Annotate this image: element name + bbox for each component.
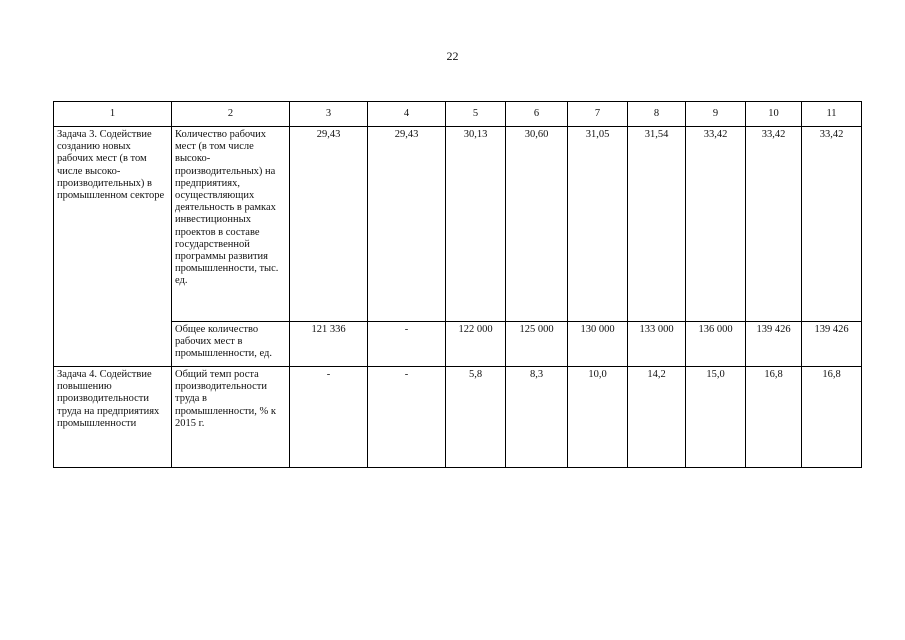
value-cell: 139 426 xyxy=(802,322,862,367)
indicator-cell: Количество рабочих мест (в том числе высоко-производительных) на предприятиях, осуществляющих деятельность в рамках инвестиционных проектов в составе государственной программы развития промышленности, тыс. ед. xyxy=(172,127,290,322)
task-cell: Задача 4. Содействие повышению производительности труда на предприятиях промышленности xyxy=(54,367,172,468)
column-header: 4 xyxy=(368,102,446,127)
column-header: 5 xyxy=(446,102,506,127)
column-header: 10 xyxy=(746,102,802,127)
value-cell: 31,05 xyxy=(568,127,628,322)
value-cell: - xyxy=(368,367,446,468)
column-header: 9 xyxy=(686,102,746,127)
value-cell: 130 000 xyxy=(568,322,628,367)
value-cell: 16,8 xyxy=(746,367,802,468)
column-header: 11 xyxy=(802,102,862,127)
column-header: 1 xyxy=(54,102,172,127)
value-cell: 8,3 xyxy=(506,367,568,468)
value-cell: 121 336 xyxy=(290,322,368,367)
table-row xyxy=(54,127,862,322)
task-cell: Задача 3. Содействие созданию новых рабочих мест (в том числе высоко-производительных) в промышленном секторе xyxy=(54,127,172,367)
indicator-cell: Общий темп роста производительности труда в промышленности, % к 2015 г. xyxy=(172,367,290,468)
value-cell: 29,43 xyxy=(368,127,446,322)
value-cell: 30,60 xyxy=(506,127,568,322)
column-header: 7 xyxy=(568,102,628,127)
value-cell: 30,13 xyxy=(446,127,506,322)
value-cell: 125 000 xyxy=(506,322,568,367)
value-cell: - xyxy=(368,322,446,367)
page-number: 22 xyxy=(446,49,459,63)
header-row xyxy=(54,102,862,127)
value-cell: 14,2 xyxy=(628,367,686,468)
column-header: 8 xyxy=(628,102,686,127)
value-cell: 139 426 xyxy=(746,322,802,367)
indicator-cell: Общее количество рабочих мест в промышленности, ед. xyxy=(172,322,290,367)
indicators-table xyxy=(53,101,862,468)
value-cell: 33,42 xyxy=(802,127,862,322)
value-cell: 5,8 xyxy=(446,367,506,468)
value-cell: 29,43 xyxy=(290,127,368,322)
value-cell: 33,42 xyxy=(746,127,802,322)
table-row xyxy=(54,322,862,367)
value-cell: 10,0 xyxy=(568,367,628,468)
value-cell: 33,42 xyxy=(686,127,746,322)
table-row xyxy=(54,367,862,468)
column-header: 2 xyxy=(172,102,290,127)
column-header: 3 xyxy=(290,102,368,127)
column-header: 6 xyxy=(506,102,568,127)
value-cell: 15,0 xyxy=(686,367,746,468)
value-cell: 31,54 xyxy=(628,127,686,322)
value-cell: - xyxy=(290,367,368,468)
value-cell: 136 000 xyxy=(686,322,746,367)
value-cell: 16,8 xyxy=(802,367,862,468)
value-cell: 122 000 xyxy=(446,322,506,367)
value-cell: 133 000 xyxy=(628,322,686,367)
